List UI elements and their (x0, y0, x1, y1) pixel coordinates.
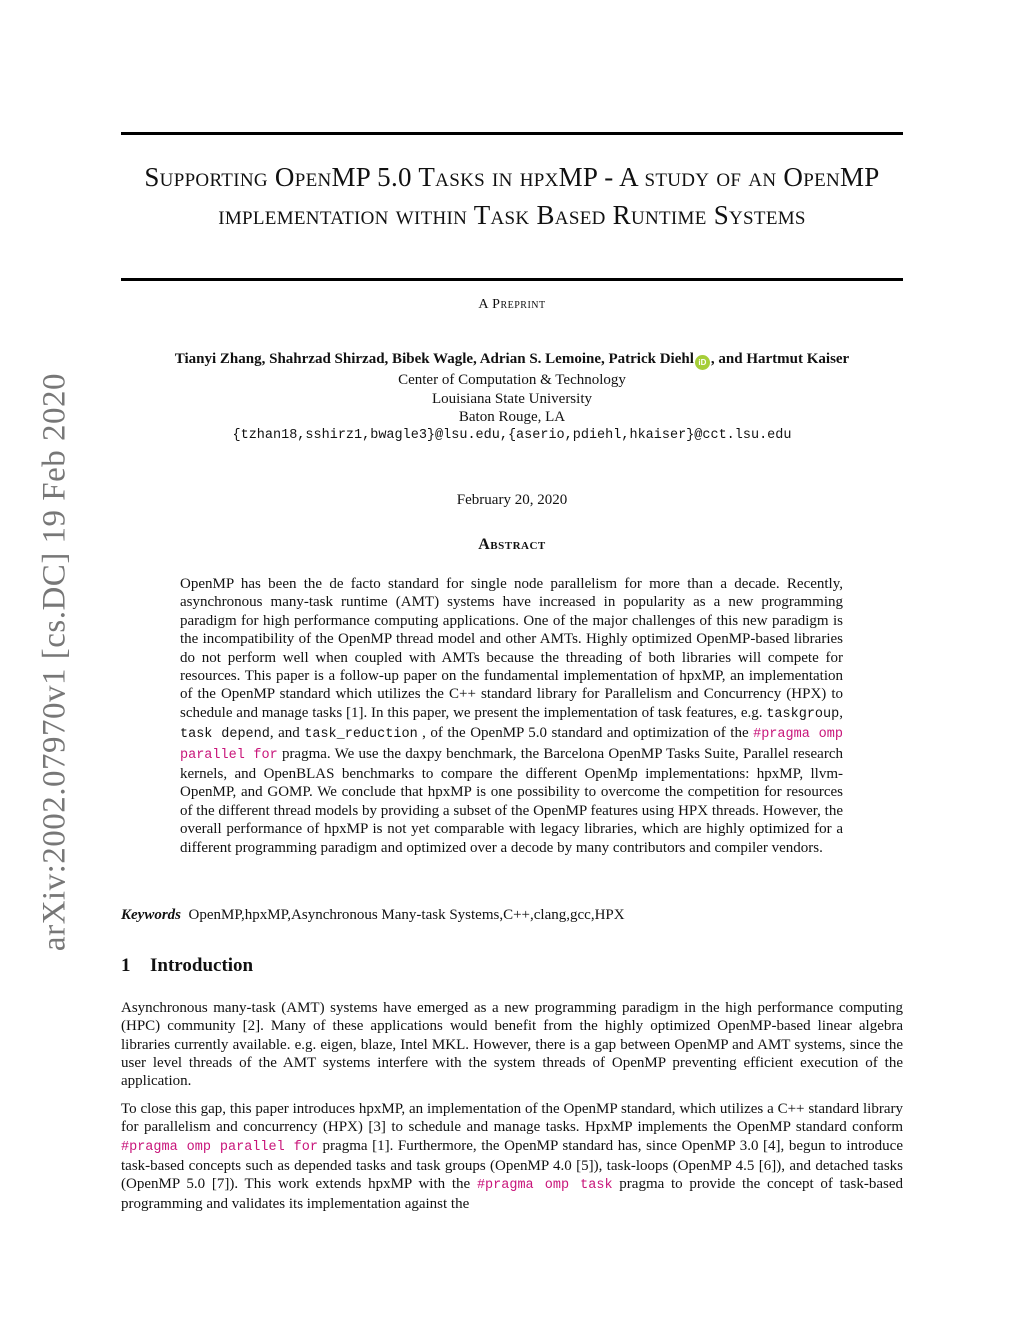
code-taskgroup: taskgroup (766, 706, 840, 722)
author-emails: {tzhan18,sshirz1,bwagle3}@lsu.edu,{aserio,pdiehl,hkaiser}@cct.lsu.edu (232, 427, 792, 443)
arxiv-identifier: arXiv:2002.07970v1 [cs.DC] 19 Feb 2020 (36, 372, 73, 952)
code-pragma-omp-task: #pragma omp task (476, 1178, 613, 1194)
affiliation-university: Louisiana State University (432, 390, 592, 407)
paper-title: Supporting OpenMP 5.0 Tasks in hpxMP - A study of an OpenMP implementation within Task Based Runtime Systems (144, 162, 880, 230)
affiliation-center: Center of Computation & Technology (398, 372, 626, 388)
publication-date: February 20, 2020 (456, 492, 568, 508)
preprint-label: A Preprint (478, 297, 546, 312)
author-list (121, 351, 903, 370)
affiliation-block (121, 371, 903, 445)
intro-paragraph-1: Asynchronous many-task (AMT) systems have emerged as a new programming paradigm in the high performance computing (HPC) community [2]. Many of these applications would benefit from the highly optimized OpenMP-based linear algebra libraries currently available. e.g. eigen, blaze, Intel MKL. However, there is a gap between OpenMP and AMT systems, since the user level threads of the AMT systems interfere with the system threads of OpenMP preventing efficient execution of the application. (121, 1000, 903, 1090)
affiliation-location: Baton Rouge, LA (458, 409, 566, 425)
keywords-line (121, 907, 903, 924)
code-task-depend: task depend (180, 727, 270, 743)
code-task-reduction: task_reduction (304, 727, 418, 743)
orcid-icon[interactable]: iD (695, 355, 710, 370)
author-names-end: , and Hartmut Kaiser (710, 351, 850, 367)
section-heading (121, 955, 903, 977)
abstract-heading: Abstract (478, 536, 546, 553)
top-rule (121, 132, 903, 135)
keywords-label: Keywords (121, 907, 181, 923)
keywords-text: OpenMP,hpxMP,Asynchronous Many-task Systems,C++,clang,gcc,HPX (188, 907, 625, 923)
section-number: 1 (121, 955, 131, 976)
intro-paragraph-2: To close this gap, this paper introduces hpxMP, an implementation of the OpenMP standard, which utilizes a C++ standard library for parallelism and concurrency (HPX) [3] to schedule and manage tasks. HpxMP implements the OpenMP standard conform #pragma omp parallel for pragma [1]. Furthermore, the OpenMP standard has, since OpenMP 3.0 [4], begun to introduce task-based concepts such as depended tasks and task groups (OpenMP 4.0 [5]), task-loops (OpenMP 4.5 [6]), and detached tasks (OpenMP 5.0 [7]). This work extends hpxMP with the #pragma omp task pragma to provide the concept of task-based programming and validates its implementation against the (121, 1101, 904, 1213)
abstract-body: OpenMP has been the de facto standard for single node parallelism for more than a decade. Recently, asynchronous many-task runtime (AMT) systems have increased in popularity as a new programming paradigm for high performance computing applications. One of the major challenges of this new paradigm is the incompatibility of the OpenMP thread model and other AMTs. Highly optimized OpenMP-based libraries do not perform well when coupled with AMTs because the threading of both libraries will compete for resources. This paper is a follow-up paper on the fundamental implementation of hpxMP, an implementation of the OpenMP standard which utilizes the C++ standard library for Parallelism and Concurrency (HPX) to schedule and manage tasks [1]. In this paper, we present the implementation of task features, e.g. taskgroup, task depend, and task_reduction , of the OpenMP 5.0 standard and optimization of the #pragma omp parallel for pragma. We use the daxpy benchmark, the Barcelona OpenMP Tasks Suite, Parallel research kernels, and OpenBLAS benchmarks to compare the different OpenMp implementations: hpxMP, llvm-OpenMP, and GOMP. We conclude that hpxMP is one possibility to overcome the competition for resources of the different thread models by providing a subset of the OpenMP features using HPX threads. However, the overall performance of hpxMP is not yet comparable with legacy libraries, which are highly optimized for a different programming paradigm and optimized over a decode by many contributors and compiler vendors. (180, 576, 843, 856)
section-title: Introduction (150, 955, 254, 976)
code-pragma-parallel-for: #pragma omp parallel for (180, 727, 843, 763)
bottom-rule (121, 278, 903, 281)
code-pragma-parallel-for-2: #pragma omp parallel for (121, 1139, 318, 1155)
author-names: Tianyi Zhang, Shahrzad Shirzad, Bibek Wagle, Adrian S. Lemoine, Patrick Diehl (174, 351, 694, 367)
